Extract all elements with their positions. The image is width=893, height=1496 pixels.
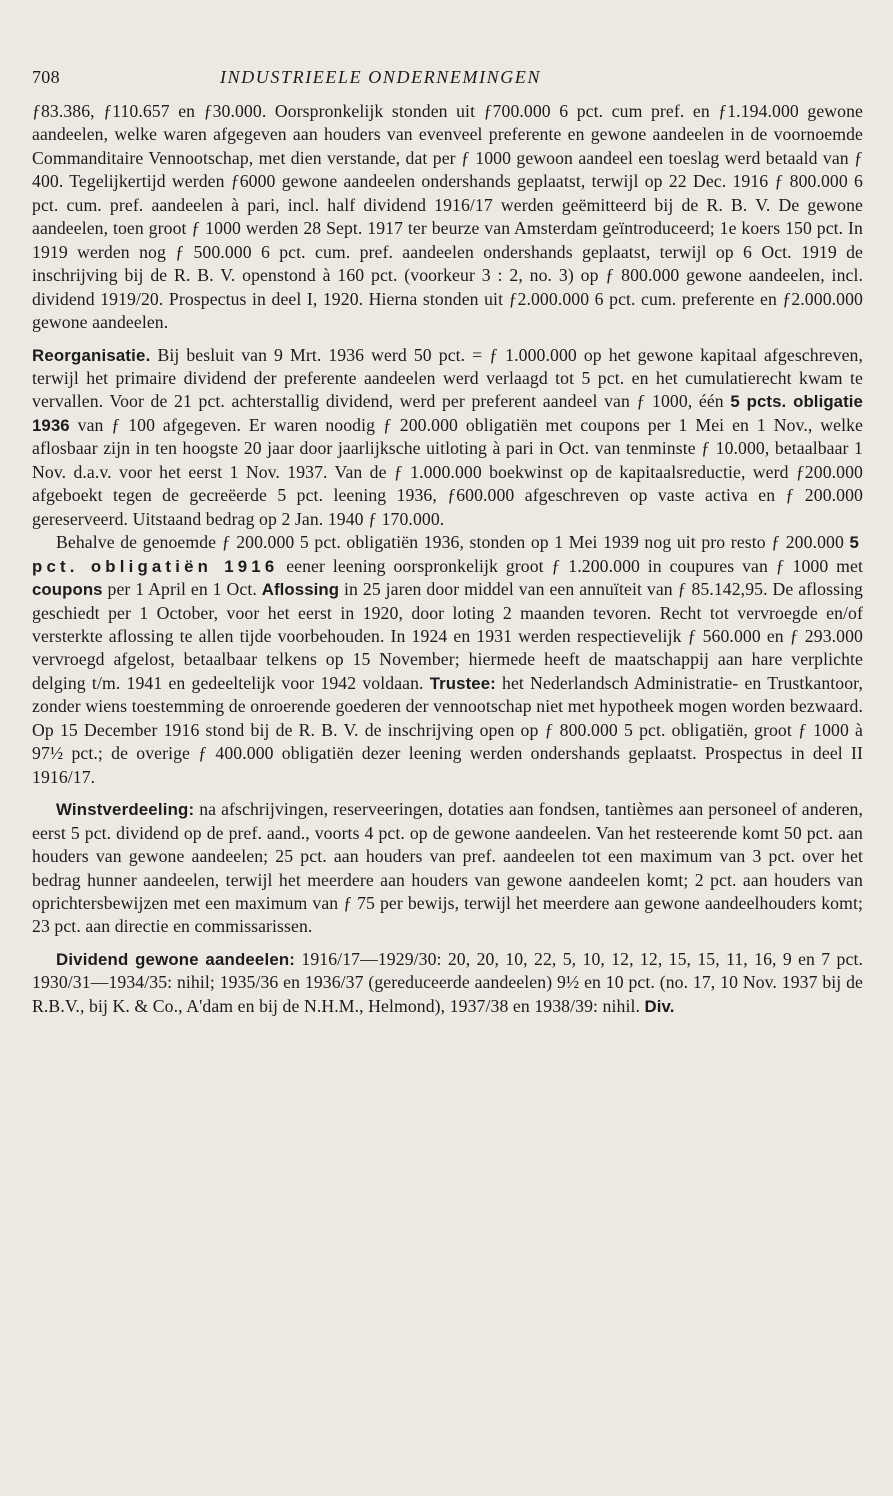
obligaties-text-c: per 1 April en 1 Oct. bbox=[102, 579, 262, 600]
paragraph-capital-history: ƒ83.386, ƒ110.657 en ƒ30.000. Oorspronkelijk stonden uit ƒ700.000 6 pct. cum pref. en ƒ1.194.000 gewone aandeelen, welke waren afgegeven aan houders van evenveel preferente en gewone aandeelen in de voornoemde Commanditaire Vennootschap, met dien verstande, dat per ƒ 1000 gewoon aandeel een toeslag werd betaald van ƒ 400. Tegelijkertijd werden ƒ6000 gewone aandeelen ondershands geplaatst, terwijl op 22 Dec. 1916 ƒ 800.000 6 pct. cum. pref. aandeelen à pari, incl. half dividend 1916/17 werden geëmitteerd bij de R. B. V. De gewone aandeelen, toen groot ƒ 1000 werden 28 Sept. 1917 ter beurze van Amsterdam geïntroduceerd; 1e koers 150 pct. In 1919 werden nog ƒ 500.000 6 pct. cum. pref. aandeelen ondershands geplaatst, terwijl op 6 Oct. 1919 de inschrijving bij de R. B. V. openstond à 160 pct. (voorkeur 3 : 2, no. 3) op ƒ 800.000 gewone aandeelen, incl. dividend 1919/20. Prospectus in deel I, 1920. Hierna stonden uit ƒ2.000.000 6 pct. cum. preferente en ƒ2.000.000 gewone aandeelen. bbox=[32, 101, 863, 333]
obligaties-1916-label: 5 pct. obligatiën 1916 bbox=[32, 533, 863, 576]
obligaties-text-a: Behalve de genoemde ƒ 200.000 5 pct. obligatiën 1936, stonden op 1 Mei 1939 nog uit pro resto ƒ 200.000 bbox=[56, 532, 850, 553]
paragraph-reorganisatie bbox=[32, 344, 863, 532]
section-heading-reorganisatie: Reorganisatie. bbox=[32, 345, 151, 365]
obligatie-1936-label: 5 pcts. obligatie 1936 bbox=[32, 392, 863, 435]
obligaties-text-b: eener leening oorspronkelijk groot ƒ 1.200.000 in coupures van ƒ 1000 met bbox=[278, 555, 863, 576]
section-heading-dividend: Dividend gewone aandeelen: bbox=[56, 949, 296, 969]
paragraph-winstverdeeling bbox=[32, 798, 863, 939]
obligaties-text-d: in 25 jaren door middel van een annuïteit van ƒ 85.142,95. De aflossing geschiedt per 1 October, voor het eerst in 1920, door loting 2 maanden tevoren. Recht tot vervroegde en/of versterkte aflossing te allen tijde voorbehouden. In 1924 en 1931 werden respectievelijk ƒ 560.000 en ƒ 293.000 vervroegd afgelost, betaalbaar telkens op 15 November; hiermede heeft de maatschappij aan hare verplichte delging t/m. 1941 en gedeeltelijk voor 1942 voldaan. bbox=[32, 579, 863, 693]
page-header bbox=[32, 66, 863, 88]
paragraph-dividend bbox=[32, 948, 863, 1018]
div-continuation: Div. bbox=[644, 996, 675, 1016]
obligaties-text-e: het Nederlandsch Administratie- en Trustkantoor, zonder wiens toestemming de onroerende goederen der vennootschap niet met hypotheek mogen worden bezwaard. Op 15 December 1916 stond bij de R. B. V. de inschrijving open op ƒ 800.000 5 pct. obligatiën, groot ƒ 1000 à 97½ pct.; de overige ƒ 400.000 obligatiën dezer leening werden ondershands geplaatst. Prospectus in deel II 1916/17. bbox=[32, 672, 863, 787]
reorganisatie-text-b: van ƒ 100 afgegeven. Er waren noodig ƒ 200.000 obligatiën met coupons per 1 Mei en 1 Nov., welke aflosbaar zijn in ten hoogste 20 jaar door jaarlijksche uitloting à pari in Oct. van tenminste ƒ 10.000, betaalbaar 1 Nov. d.a.v. voor het eerst 1 Nov. 1937. Van de ƒ 1.000.000 boekwinst op de kapitaalsreductie, werd ƒ200.000 afgeboekt tegen de gecreëerde 5 pct. leening 1936, ƒ600.000 afgeschreven op vaste activa en ƒ 200.000 gereserveerd. Uitstaand bedrag op 2 Jan. 1940 ƒ 170.000. bbox=[32, 414, 863, 529]
dividend-text: 1916/17—1929/30: 20, 20, 10, 22, 5, 10, 12, 12, 15, 15, 11, 16, 9 en 7 pct. 1930/31—1934/35: nihil; 1935/36 en 1936/37 (gereduceerde aandeelen) 9½ en 10 pct. (no. 17, 10 Nov. 1937 bij de R.B.V., bij K. & Co., A'dam en bij de N.H.M., Helmond), 1937/38 en 1938/39: nihil. bbox=[32, 948, 863, 1016]
page-number: 708 bbox=[32, 67, 60, 87]
running-title: INDUSTRIEELE ONDERNEMINGEN bbox=[220, 67, 542, 87]
trustee-label: Trustee: bbox=[429, 673, 496, 693]
coupons-label: coupons bbox=[32, 580, 103, 600]
winstverdeeling-text: na afschrijvingen, reserveeringen, dotaties aan fondsen, tantièmes aan personeel of anderen, eerst 5 pct. dividend op de pref. aand., voorts 4 pct. op de gewone aandeelen. Van het resteerende komt 50 pct. aan houders van gewone aandeelen; 25 pct. aan houders van pref. aandeelen tot een maximum van 3 pct. over het bedrag hunner aandeelen, terwijl het meerdere aan houders van gewone aandeelen komt; 2 pct. aan houders van oprichtersbewijzen met een maximum van ƒ 75 per bewijs, terwijl het meerdere aan gewone aandeelhouders komt; 23 pct. aan directie en commissarissen. bbox=[32, 799, 863, 937]
aflossing-label: Aflossing bbox=[261, 580, 340, 600]
reorganisatie-text-a: Bij besluit van 9 Mrt. 1936 werd 50 pct. = ƒ 1.000.000 op het gewone kapitaal afgeschreven, terwijl het primaire dividend der preferente aandeelen werd verlaagd tot 5 pct. en het cumulatierecht kwam te vervallen. Voor de 21 pct. achterstallig dividend, werd per preferent aandeel van ƒ 1000, één bbox=[32, 344, 863, 412]
body-text bbox=[32, 100, 863, 1018]
paragraph-obligaties-1916 bbox=[32, 531, 863, 789]
section-heading-winstverdeeling: Winstverdeeling: bbox=[56, 800, 195, 820]
